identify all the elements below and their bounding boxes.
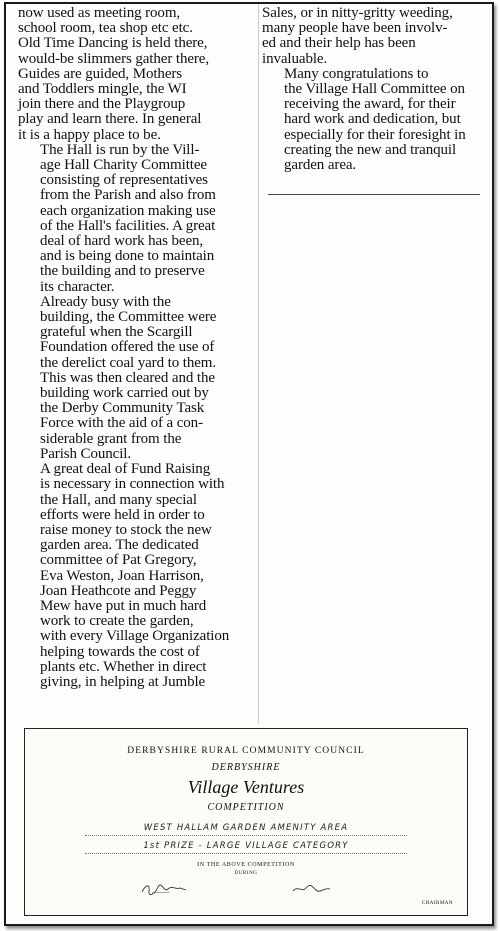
article-line: the Hall, and many special bbox=[40, 491, 197, 508]
article-line: Already busy with the bbox=[40, 293, 171, 310]
certificate-prize-line bbox=[85, 853, 407, 854]
article-line: Joan Heathcote and Peggy bbox=[40, 582, 197, 599]
article-line: grateful when the Scargill bbox=[40, 324, 193, 341]
signature-left-icon bbox=[140, 881, 200, 897]
article-line: school room, tea shop etc etc. bbox=[18, 20, 193, 37]
article-line: of the Hall's facilities. A great bbox=[40, 217, 216, 234]
article-line: join there and the Playgroup bbox=[18, 96, 186, 113]
certificate-during: DURING bbox=[234, 871, 258, 876]
award-certificate bbox=[24, 728, 468, 916]
article-line: each organization making use bbox=[40, 202, 216, 219]
article-paragraph bbox=[262, 6, 484, 67]
clipping-sheet bbox=[4, 2, 494, 926]
article-line: now used as meeting room, bbox=[18, 5, 181, 21]
article-line: committee of Pat Gregory, bbox=[40, 552, 197, 569]
article-line: the derelict coal yard to them. bbox=[40, 354, 216, 371]
article-line: giving, in helping at Jumble bbox=[40, 673, 206, 690]
article-line: Sales, or in nitty-gritty weeding, bbox=[262, 5, 453, 21]
article-line: many people have been involv- bbox=[262, 20, 448, 37]
certificate-title: Village Ventures bbox=[187, 777, 305, 797]
article-line: hard work and dedication, but bbox=[284, 111, 461, 128]
article-line: receiving the award, for their bbox=[284, 96, 456, 113]
article-line: raise money to stock the new bbox=[40, 521, 212, 538]
certificate-entry: WEST HALLAM GARDEN AMENITY AREA bbox=[143, 823, 349, 833]
article-line: A great deal of Fund Raising bbox=[40, 461, 211, 478]
article-line: especially for their foresight in bbox=[284, 126, 466, 143]
right-column bbox=[262, 6, 484, 173]
article-line: deal of hard work has been, bbox=[40, 233, 204, 250]
article-line: its character. bbox=[40, 278, 115, 295]
article-line: is necessary in connection with bbox=[40, 476, 225, 493]
article-line: building, the Committee were bbox=[40, 309, 217, 326]
article-line: the Derby Community Task bbox=[40, 400, 205, 417]
left-column bbox=[18, 6, 256, 690]
article-line: work to create the garden, bbox=[40, 613, 194, 630]
article-line: siderable grant from the bbox=[40, 430, 182, 447]
article-paragraph bbox=[18, 6, 256, 143]
article-line: helping towards the cost of bbox=[40, 643, 200, 660]
article-line: Mew have put in much hard bbox=[40, 597, 207, 614]
certificate-prize: 1st PRIZE - LARGE VILLAGE CATEGORY bbox=[143, 841, 349, 851]
article-line: efforts were held in order to bbox=[40, 506, 205, 523]
column-gutter bbox=[258, 4, 259, 724]
article-paragraph bbox=[18, 295, 256, 462]
article-line: and Toddlers mingle, the WI bbox=[18, 81, 187, 98]
certificate-council: DERBYSHIRE RURAL COMMUNITY COUNCIL bbox=[127, 746, 365, 756]
article-paragraph bbox=[262, 67, 484, 173]
article-line: would-be slimmers gather there, bbox=[18, 50, 210, 67]
article-line: Foundation offered the use of bbox=[40, 339, 215, 356]
article-line: Force with the aid of a con- bbox=[40, 415, 203, 432]
article-line: building work carried out by bbox=[40, 385, 209, 402]
article-line: the building and to preserve bbox=[40, 263, 205, 280]
article-line: consisting of representatives bbox=[40, 172, 208, 189]
certificate-in-competition: IN THE ABOVE COMPETITION bbox=[197, 862, 295, 868]
certificate-chairman: CHAIRMAN bbox=[421, 901, 453, 906]
article-line: from the Parish and also from bbox=[40, 187, 216, 204]
article-line: creating the new and tranquil bbox=[284, 141, 457, 158]
article-line: invaluable. bbox=[262, 50, 328, 67]
end-of-article-rule bbox=[268, 194, 480, 195]
article-line: age Hall Charity Committee bbox=[40, 157, 207, 174]
article-paragraph bbox=[18, 143, 256, 295]
article-line: Many congratulations to bbox=[284, 65, 429, 82]
article-line: the Village Hall Committee on bbox=[284, 81, 465, 98]
article-line: with every Village Organization bbox=[40, 628, 230, 645]
article-line: ed and their help has been bbox=[262, 35, 416, 52]
article-line: Eva Weston, Joan Harrison, bbox=[40, 567, 204, 584]
article-line: play and learn there. In general bbox=[18, 111, 202, 128]
article-line: plants etc. Whether in direct bbox=[40, 658, 207, 675]
signature-right-icon bbox=[290, 881, 340, 897]
certificate-entry-line bbox=[85, 835, 407, 836]
article-line: and is being done to maintain bbox=[40, 248, 215, 265]
article-line: Guides are guided, Mothers bbox=[18, 65, 183, 82]
article-line: The Hall is run by the Vill- bbox=[40, 141, 200, 158]
certificate-competition: COMPETITION bbox=[207, 802, 285, 813]
article-line: Parish Council. bbox=[40, 445, 131, 462]
article-line: it is a happy place to be. bbox=[18, 126, 161, 143]
article-paragraph bbox=[18, 462, 256, 690]
article-line: This was then cleared and the bbox=[40, 369, 215, 386]
certificate-county: DERBYSHIRE bbox=[211, 762, 281, 773]
article-line: Old Time Dancing is held there, bbox=[18, 35, 208, 52]
article-line: garden area. bbox=[284, 157, 357, 174]
article-line: garden area. The dedicated bbox=[40, 537, 199, 554]
